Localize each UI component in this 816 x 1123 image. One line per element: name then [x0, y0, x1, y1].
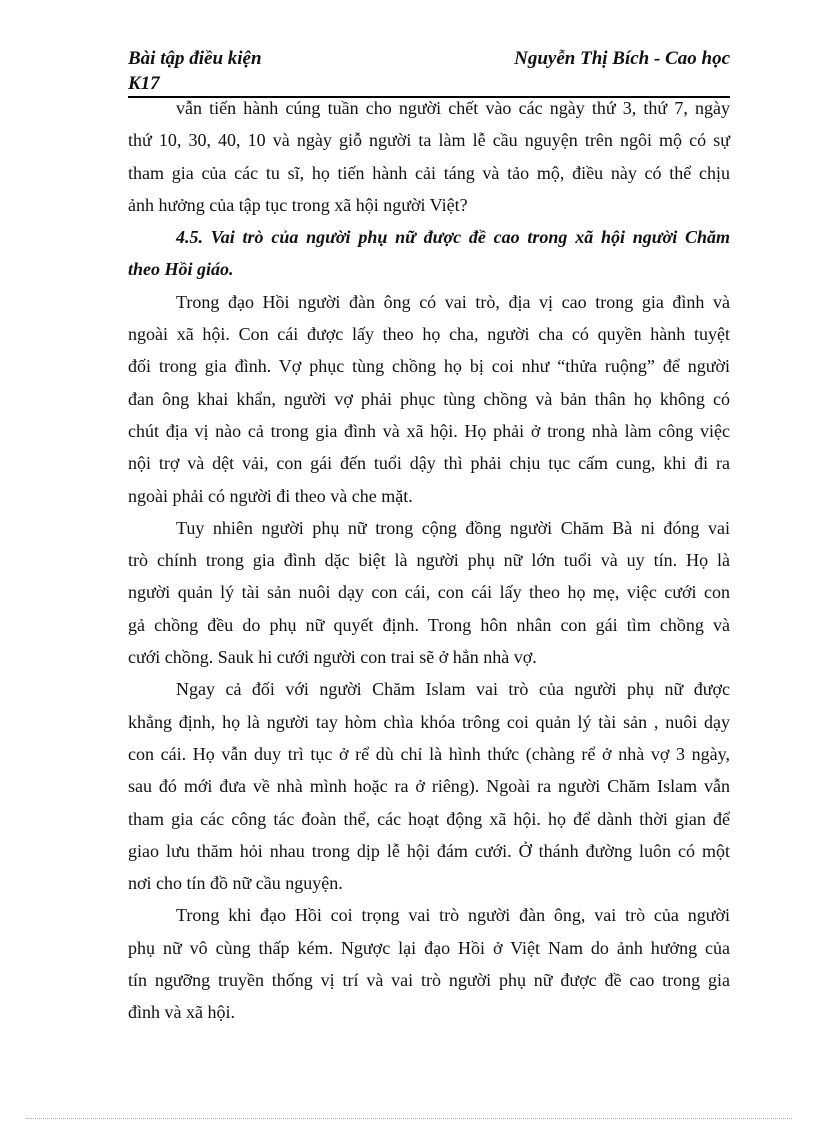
text-line: phụ nữ vô cùng thấp kém. Ngược lại đạo Hồi ở Việt Nam do ảnh hưởng của — [128, 937, 730, 958]
text-line: tín ngưỡng truyền thống vị trí và vai trò người phụ nữ được đề cao trong gia — [128, 970, 730, 991]
page-bottom-border — [26, 1118, 792, 1119]
header-title-continuation: K17 — [128, 73, 160, 94]
text-line: Ngay cả đối với người Chăm Islam vai trò của người phụ nữ được — [176, 679, 730, 700]
text-line: nơi cho tín đồ nữ cầu nguyện. — [128, 873, 343, 894]
text-line: chút địa vị nào cả trong gia đình và xã hội. Họ phải ở trong nhà làm công việc — [128, 420, 730, 441]
text-line: thứ 10, 30, 40, 10 và ngày giỗ người ta làm lễ cầu nguyện trên ngôi mộ có sự — [128, 130, 730, 151]
text-line: con cái. Họ vẫn duy trì tục ở rể dù chỉ là hình thức (chàng rể ở nhà vợ 3 ngày, — [128, 743, 730, 764]
text-line: ngoài phải có người đi theo và che mặt. — [128, 485, 413, 506]
text-line: sau đó mới đưa về nhà mình hoặc ra ở riêng). Ngoài ra người Chăm Islam vẫn — [128, 776, 730, 797]
text-line: tham gia của các tu sĩ, họ tiến hành cải táng và tảo mộ, điều này có thể chịu — [128, 162, 730, 183]
text-line: nội trợ và dệt vải, con gái đến tuổi dậy thì phải chịu tục cấm cung, khi đi ra — [128, 453, 730, 474]
text-line: vẫn tiến hành cúng tuần cho người chết vào các ngày thứ 3, thứ 7, ngày — [176, 98, 730, 118]
text-line: cưới chồng. Sauk hi cưới người con trai sẽ ở hẳn nhà vợ. — [128, 647, 537, 668]
text-line: ngoài xã hội. Con cái được lấy theo họ cha, người cha có quyền hành tuyệt — [128, 324, 730, 345]
text-line: đình và xã hội. — [128, 1002, 235, 1023]
text-line: theo Hồi giáo. — [128, 259, 234, 280]
paragraph — [128, 673, 730, 899]
header-title-left: Bài tập điều kiện — [128, 48, 262, 69]
text-line: trò chính trong gia đình dặc biệt là người phụ nữ lớn tuổi và uy tín. Họ là — [128, 550, 730, 571]
text-line: 4.5. Vai trò của người phụ nữ được đề cao trong xã hội người Chăm — [176, 227, 730, 248]
document-body — [128, 92, 730, 1029]
paragraph — [128, 899, 730, 1028]
text-line: Trong khi đạo Hồi coi trọng vai trò người đàn ông, vai trò của người — [176, 905, 730, 926]
text-line: giao lưu thăm hỏi nhau trong dịp lễ hội đám cưới. Ở thánh đường luôn có một — [128, 840, 730, 861]
text-line: người quản lý tài sản nuôi dạy con cái, con cái lấy theo họ mẹ, việc cưới con — [128, 582, 730, 603]
text-line: đan ông khai khẩn, người vợ phải phục tùng chồng và bản thân họ không có — [128, 388, 730, 409]
text-line: đối trong gia đình. Vợ phục tùng chồng họ bị coi như “thửa ruộng” để người — [128, 356, 730, 377]
paragraph — [128, 286, 730, 512]
paragraph — [128, 512, 730, 673]
header-author: Nguyễn Thị Bích - Cao học — [514, 48, 730, 69]
text-line: ảnh hưởng của tập tục trong xã hội người Việt? — [128, 194, 468, 215]
paragraph — [128, 92, 730, 221]
text-line: Trong đạo Hồi người đàn ông có vai trò, địa vị cao trong gia đình và — [176, 291, 730, 312]
text-line: gả chồng đều do phụ nữ quyết định. Trong hôn nhân con gái tìm chồng và — [128, 614, 730, 635]
text-line: Tuy nhiên người phụ nữ trong cộng đồng người Chăm Bà ni đóng vai — [176, 517, 730, 538]
text-line: khẳng định, họ là người tay hòm chìa khóa trông coi quản lý tài sản , nuôi dạy — [128, 711, 730, 732]
text-line: tham gia các công tác đoàn thể, các hoạt động xã hội. họ để dành thời gian để — [128, 808, 730, 829]
section-heading — [128, 221, 730, 286]
